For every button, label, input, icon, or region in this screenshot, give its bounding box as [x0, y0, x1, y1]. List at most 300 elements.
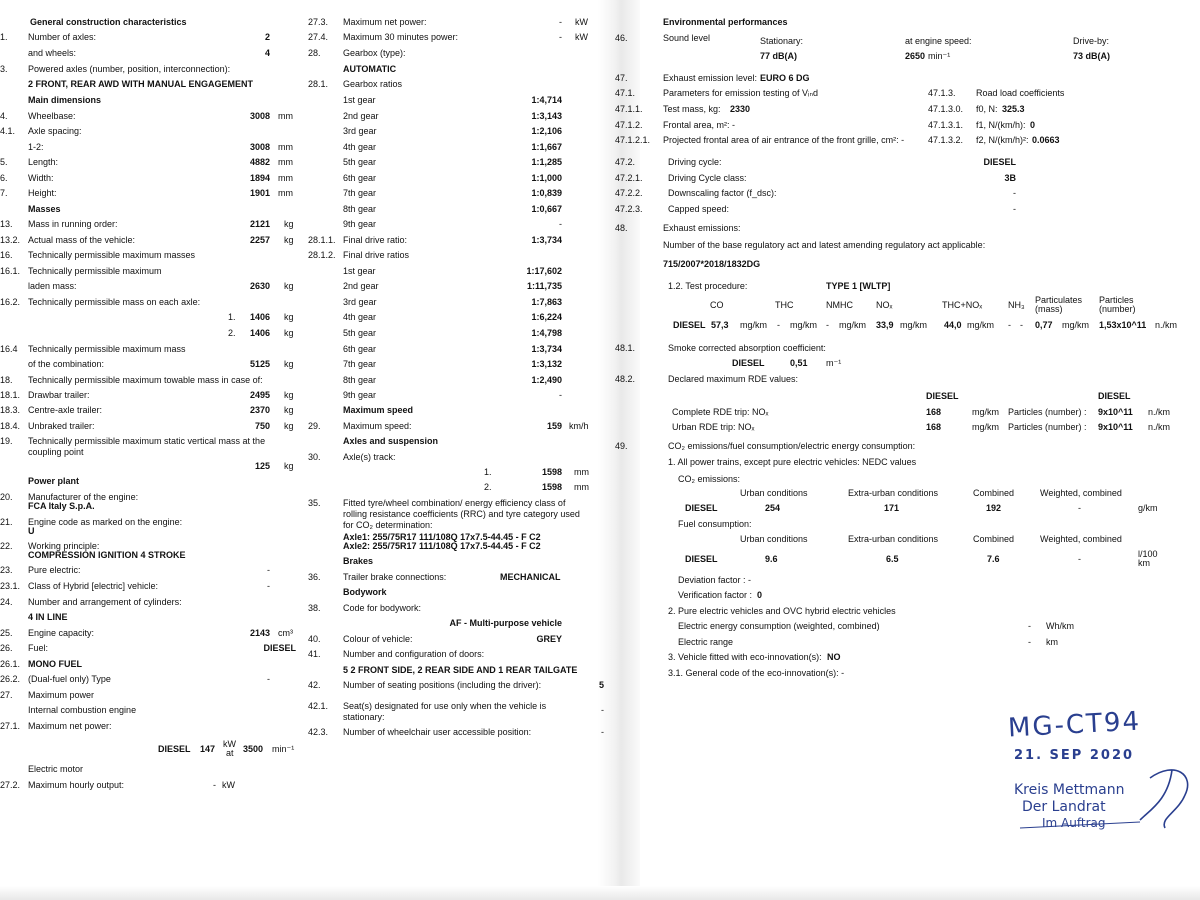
doc-text: Axle1: 255/75R17 111/108Q 17x7.5-44.45 - F C2 — [343, 532, 541, 542]
doc-text: mm — [278, 111, 293, 121]
doc-text: Particles (number) : — [1008, 422, 1087, 432]
doc-text: 2 — [264, 32, 270, 42]
doc-text: 29. — [308, 421, 321, 431]
doc-text: Maximum net power: — [343, 17, 427, 27]
doc-text: Combined — [973, 534, 1015, 544]
doc-text: 33,9 — [876, 320, 894, 330]
doc-text: 47.1.1. — [615, 104, 643, 114]
doc-text: 5th gear — [343, 157, 377, 167]
doc-text: (number) — [1099, 304, 1136, 314]
doc-text: THC — [775, 300, 794, 310]
doc-text: Internal combustion engine — [28, 705, 137, 715]
doc-text: 46. — [615, 33, 628, 43]
doc-text: Electric motor — [28, 764, 84, 774]
doc-text: mm — [574, 482, 589, 492]
doc-text: mg/km — [900, 320, 927, 330]
doc-text: - — [267, 565, 270, 575]
doc-text: DIESEL — [158, 744, 191, 754]
doc-text: (Dual-fuel only) Type — [28, 674, 111, 684]
doc-text: 8th gear — [343, 204, 377, 214]
doc-text: 42.3. — [308, 727, 329, 737]
doc-text: m⁻¹ — [826, 358, 842, 368]
doc-text: Smoke corrected absorption coefficient: — [668, 343, 826, 353]
doc-text: Technically permissible maximum towable mass in case of: — [28, 375, 263, 385]
doc-text: 1406 — [249, 328, 270, 338]
doc-text: 47.2.2. — [615, 188, 643, 198]
doc-text: Colour of vehicle: — [343, 634, 413, 644]
doc-text: mg/km — [790, 320, 817, 330]
bottom-shadow — [0, 886, 1200, 900]
doc-text: Parameters for emission testing of Vᵢₙd — [663, 88, 819, 98]
doc-text: 3008 — [249, 142, 270, 152]
doc-text: n./km — [1148, 422, 1171, 432]
doc-text: 3rd gear — [343, 297, 377, 307]
doc-text: 3rd gear — [343, 126, 377, 136]
doc-text: of the combination: — [28, 359, 105, 369]
doc-text: 1:1,285 — [531, 157, 562, 167]
doc-text: - — [1020, 320, 1023, 330]
doc-text: 1406 — [249, 312, 270, 322]
doc-text: 168 — [926, 407, 942, 417]
doc-text: 1:3,143 — [531, 111, 562, 121]
doc-text: 49. — [615, 441, 628, 451]
doc-text: kg — [284, 281, 294, 291]
doc-text: Number of wheelchair user accessible position: — [343, 727, 532, 737]
doc-text: - — [213, 780, 216, 790]
doc-text: Gearbox (type): — [343, 48, 406, 58]
doc-text: 27. — [0, 690, 13, 700]
doc-text: 6. — [0, 173, 8, 183]
doc-text: Code for bodywork: — [343, 603, 422, 613]
doc-text: Weighted, combined — [1040, 488, 1122, 498]
doc-text: 6th gear — [343, 173, 377, 183]
doc-text: l/100 — [1138, 549, 1158, 559]
doc-text: - — [559, 390, 562, 400]
doc-text: kg — [284, 328, 294, 338]
doc-text: Engine capacity: — [28, 628, 95, 638]
doc-text: 1:17,602 — [526, 266, 562, 276]
doc-text: NO — [827, 652, 841, 662]
doc-text: - — [1078, 554, 1081, 564]
doc-text: Capped speed: — [668, 204, 730, 214]
stamp-authority: Kreis Mettmann — [1014, 782, 1125, 798]
doc-text: - — [559, 32, 562, 42]
doc-text: 26. — [0, 643, 13, 653]
doc-text: AUTOMATIC — [343, 64, 397, 74]
doc-text: 13. — [0, 219, 13, 229]
doc-text: f1, N/(km/h): — [976, 120, 1026, 130]
doc-text: DIESEL — [983, 157, 1016, 167]
doc-text: MECHANICAL — [500, 572, 561, 582]
doc-text: U — [28, 526, 35, 536]
doc-text: Masses — [28, 204, 61, 214]
doc-text: Technically permissible maximum static vertical mass at the coupling point — [28, 436, 266, 457]
doc-text: Maximum speed — [343, 405, 414, 415]
doc-text: 1:11,735 — [526, 281, 562, 291]
doc-text: 0 — [757, 590, 763, 600]
doc-text: 28.1.1. — [308, 235, 336, 245]
doc-text: 1. — [228, 312, 236, 322]
doc-text: 47.1.3.0. — [928, 104, 964, 114]
doc-text: 147 — [200, 744, 216, 754]
doc-text: n./km — [1155, 320, 1178, 330]
doc-text: 1:7,863 — [531, 297, 562, 307]
doc-text: 18.1. — [0, 390, 21, 400]
doc-text: 4. — [0, 111, 8, 121]
doc-text: Driving Cycle class: — [668, 173, 747, 183]
doc-text: Number of the base regulatory act and latest amending regulatory act applicable: — [663, 240, 986, 250]
doc-text: 1:0,839 — [531, 188, 562, 198]
doc-text: 16.1. — [0, 266, 21, 276]
doc-text: 4 IN LINE — [28, 612, 68, 622]
doc-text: Powered axles (number, position, interconnection): — [28, 64, 231, 74]
doc-text: 1598 — [541, 482, 562, 492]
doc-text: 73 dB(A) — [1073, 51, 1111, 61]
doc-text: 5 2 FRONT SIDE, 2 REAR SIDE AND 1 REAR TAILGATE — [343, 665, 578, 675]
doc-text: 5 — [598, 680, 604, 690]
doc-text: FCA Italy S.p.A. — [28, 501, 95, 511]
doc-text: 28. — [308, 48, 321, 58]
doc-text: 1st gear — [343, 95, 376, 105]
stamp-official: Der Landrat — [1022, 799, 1106, 815]
doc-text: 41. — [308, 649, 321, 659]
doc-text: 1:2,490 — [531, 375, 562, 385]
doc-text: at engine speed: — [905, 36, 972, 46]
doc-text: 30. — [308, 452, 321, 462]
doc-text: 254 — [765, 503, 781, 513]
doc-text: Maximum speed: — [343, 421, 412, 431]
doc-text: NH₃ — [1008, 300, 1025, 310]
doc-text: GREY — [536, 634, 562, 644]
doc-text: 28.1. — [308, 79, 329, 89]
doc-text: Unbraked trailer: — [28, 421, 95, 431]
doc-text: Axle2: 255/75R17 111/108Q 17x7.5-44.45 - F C2 — [343, 541, 541, 551]
doc-text: Length: — [28, 157, 59, 167]
doc-text: 2. — [484, 482, 492, 492]
doc-text: min⁻¹ — [272, 744, 295, 754]
doc-text: laden mass: — [28, 281, 77, 291]
doc-text: Maximum 30 minutes power: — [343, 32, 459, 42]
doc-text: Verification factor : — [678, 590, 753, 600]
doc-text: Projected frontal area of air entrance of the front grille, cm²: - — [663, 135, 905, 145]
doc-text: km — [1046, 637, 1058, 647]
doc-text: 2. Pure electric vehicles and OVC hybrid electric vehicles — [668, 606, 896, 616]
doc-text: Fuel consumption: — [678, 519, 752, 529]
doc-text: 7th gear — [343, 359, 377, 369]
doc-text: 77 dB(A) — [760, 51, 798, 61]
doc-text: mm — [278, 173, 293, 183]
doc-text: MONO FUEL — [28, 659, 82, 669]
doc-text: at — [226, 748, 234, 758]
doc-text: THC+NOₓ — [942, 300, 983, 310]
doc-text: Deviation factor : - — [678, 575, 752, 585]
stamp-plate: MG-CT94 — [1007, 706, 1142, 744]
doc-text: Engine code as marked on the engine: — [28, 517, 183, 527]
doc-text: Urban conditions — [740, 488, 808, 498]
doc-text: 7. — [0, 188, 8, 198]
doc-text: - — [1028, 637, 1031, 647]
doc-text: 2nd gear — [343, 111, 379, 121]
doc-text: kg — [284, 312, 294, 322]
doc-text: 40. — [308, 634, 321, 644]
doc-text: 5125 — [249, 359, 270, 369]
doc-text: mm — [574, 467, 589, 477]
doc-text: 2630 — [249, 281, 270, 291]
doc-text: 27.3. — [308, 17, 329, 27]
doc-text: 1.2. Test procedure: — [668, 281, 748, 291]
stamp-mandate: Im Auftrag — [1042, 816, 1106, 830]
doc-text: Final drive ratios — [343, 250, 410, 260]
doc-text: 1:4,714 — [531, 95, 562, 105]
doc-text: Technically permissible mass on each axle: — [28, 297, 201, 307]
doc-text: 47.1.3. — [928, 88, 956, 98]
doc-text: Gearbox ratios — [343, 79, 403, 89]
doc-text: 2330 — [730, 104, 751, 114]
doc-text: Frontal area, m²: - — [663, 120, 736, 130]
doc-text: Combined — [973, 488, 1015, 498]
doc-text: 47.1. — [615, 88, 636, 98]
doc-text: Particles (number) : — [1008, 407, 1087, 417]
doc-text: mm — [278, 157, 293, 167]
doc-text: 715/2007*2018/1832DG — [663, 259, 761, 269]
doc-text: kW — [223, 739, 236, 749]
doc-text: mg/km — [967, 320, 994, 330]
doc-text: TYPE 1 [WLTP] — [826, 281, 891, 291]
doc-text: 1:1,000 — [531, 173, 562, 183]
doc-text: 4 — [264, 48, 270, 58]
doc-text: Electric range — [678, 637, 734, 647]
doc-text: DIESEL — [685, 554, 718, 564]
doc-text: 0.0663 — [1032, 135, 1060, 145]
doc-text: Maximum net power: — [28, 721, 112, 731]
doc-text: Trailer brake connections: — [343, 572, 447, 582]
doc-text: 36. — [308, 572, 321, 582]
doc-text: kg — [284, 359, 294, 369]
doc-text: Actual mass of the vehicle: — [28, 235, 136, 245]
doc-text: 42. — [308, 680, 321, 690]
doc-text: kg — [284, 405, 294, 415]
doc-text: - — [1028, 621, 1031, 631]
doc-text: Sound level — [663, 33, 711, 43]
doc-text: 44,0 — [944, 320, 962, 330]
doc-text: Number of seating positions (including the driver): — [343, 680, 542, 690]
doc-text: 3B — [1004, 173, 1016, 183]
doc-text: Power plant — [28, 476, 80, 486]
doc-text: 5th gear — [343, 328, 377, 338]
doc-text: Maximum hourly output: — [28, 780, 125, 790]
doc-text: 1598 — [541, 467, 562, 477]
doc-text: 1:6,224 — [531, 312, 562, 322]
doc-text: 2121 — [249, 219, 270, 229]
doc-text: Number and arrangement of cylinders: — [28, 597, 182, 607]
doc-text: f0, N: — [976, 104, 998, 114]
doc-text: 7.6 — [987, 554, 1000, 564]
doc-text: Exhaust emissions: — [663, 223, 741, 233]
doc-text: 18.4. — [0, 421, 21, 431]
doc-text: 1st gear — [343, 266, 376, 276]
doc-text: kg — [284, 219, 294, 229]
doc-text: Maximum power — [28, 690, 95, 700]
doc-text: - — [1008, 320, 1011, 330]
doc-text: 1-2: — [28, 142, 44, 152]
doc-text: 19. — [0, 436, 13, 446]
doc-text: 7th gear — [343, 188, 377, 198]
doc-text: 1:1,667 — [531, 142, 562, 152]
doc-text: 3.1. General code of the eco-innovation(s): - — [668, 668, 845, 678]
doc-text: 16.2. — [0, 297, 21, 307]
doc-text: Width: — [28, 173, 54, 183]
doc-text: Class of Hybrid [electric] vehicle: — [28, 581, 159, 591]
doc-text: kg — [284, 390, 294, 400]
doc-text: 47.2.1. — [615, 173, 643, 183]
doc-text: - — [601, 727, 604, 737]
doc-text: General construction characteristics — [30, 17, 187, 27]
doc-text: DIESEL — [673, 320, 706, 330]
doc-text: 6.5 — [886, 554, 899, 564]
doc-text: Final drive ratio: — [343, 235, 408, 245]
doc-text: 38. — [308, 603, 321, 613]
doc-text: kW — [222, 780, 235, 790]
doc-text: 6th gear — [343, 344, 377, 354]
doc-text: - — [601, 705, 604, 715]
doc-text: 25. — [0, 628, 13, 638]
doc-text: kW — [575, 32, 588, 42]
doc-text: DIESEL — [732, 358, 765, 368]
doc-text: 35. — [308, 498, 321, 508]
doc-text: 171 — [884, 503, 900, 513]
doc-text: mg/km — [740, 320, 767, 330]
doc-text: 325.3 — [1002, 104, 1025, 114]
doc-text: Particles — [1099, 295, 1134, 305]
doc-text: DIESEL — [926, 391, 959, 401]
doc-text: Extra-urban conditions — [848, 488, 939, 498]
doc-text: 168 — [926, 422, 942, 432]
doc-text: mm — [278, 142, 293, 152]
doc-text: 3500 — [243, 744, 264, 754]
doc-text: 47.1.3.1. — [928, 120, 964, 130]
doc-text: 159 — [546, 421, 562, 431]
doc-text: Number and configuration of doors: — [343, 649, 485, 659]
doc-text: Declared maximum RDE values: — [668, 374, 799, 384]
doc-text: min⁻¹ — [928, 51, 951, 61]
doc-text: Wheelbase: — [28, 111, 76, 121]
doc-text: mg/km — [972, 422, 999, 432]
doc-text: Pure electric: — [28, 565, 81, 575]
doc-text: 57,3 — [711, 320, 729, 330]
doc-text: kg — [284, 235, 294, 245]
doc-text: DIESEL — [1098, 391, 1131, 401]
doc-text: 1:4,798 — [531, 328, 562, 338]
doc-text: 48.2. — [615, 374, 636, 384]
doc-text: Centre-axle trailer: — [28, 405, 103, 415]
doc-text: Technically permissible maximum — [28, 266, 162, 276]
doc-text: 18. — [0, 375, 13, 385]
doc-text: 9x10^11 — [1098, 422, 1133, 432]
doc-text: 28.1.2. — [308, 250, 336, 260]
doc-text: 27.4. — [308, 32, 329, 42]
doc-text: Urban RDE trip: NOₓ — [672, 422, 755, 432]
doc-text: Mass in running order: — [28, 219, 118, 229]
doc-text: (mass) — [1035, 304, 1063, 314]
doc-text: 2nd gear — [343, 281, 379, 291]
doc-text: 21. — [0, 517, 13, 527]
doc-text: n./km — [1148, 407, 1171, 417]
doc-text: 16.4 — [0, 344, 18, 354]
doc-text: - — [1013, 204, 1016, 214]
doc-text: Downscaling factor (f_dsc): — [668, 188, 777, 198]
doc-text: 2143 — [249, 628, 270, 638]
doc-text: 1:3,734 — [531, 235, 562, 245]
doc-text: 2. — [228, 328, 236, 338]
doc-text: CO₂ emissions: — [678, 474, 741, 484]
doc-text: 4th gear — [343, 142, 377, 152]
doc-text: NOₓ — [876, 300, 893, 310]
doc-text: Drive-by: — [1073, 36, 1110, 46]
doc-text: Exhaust emission level: — [663, 73, 758, 83]
doc-text: km — [1138, 558, 1150, 568]
doc-text: Test mass, kg: — [663, 104, 721, 114]
doc-text: DIESEL — [263, 643, 296, 653]
doc-text: mg/km — [839, 320, 866, 330]
doc-text: DIESEL — [685, 503, 718, 513]
doc-text: Fuel: — [28, 643, 49, 653]
doc-text: cm³ — [278, 628, 293, 638]
doc-text: mg/km — [972, 407, 999, 417]
doc-text: Technically permissible maximum masses — [28, 250, 196, 260]
doc-text: 26.2. — [0, 674, 21, 684]
doc-text: - — [826, 320, 829, 330]
doc-text: 27.2. — [0, 780, 21, 790]
doc-text: Working principle: — [28, 541, 100, 551]
doc-text: 48. — [615, 223, 628, 233]
doc-text: kg — [284, 421, 294, 431]
doc-text: Driving cycle: — [668, 157, 722, 167]
doc-text: 3008 — [249, 111, 270, 121]
doc-text: mg/km — [1062, 320, 1089, 330]
doc-text: 1:3,734 — [531, 344, 562, 354]
stamp-date: 21. SEP 2020 — [1014, 748, 1135, 763]
doc-text: Fitted tyre/wheel combination/ energy efficiency class of rolling resistance coefficients (RRC) and tyre category used for CO₂ determination: — [343, 498, 580, 530]
doc-text: Seat(s) designated for use only when the vehicle is stationary: — [343, 701, 547, 722]
doc-text: Brakes — [343, 556, 374, 566]
doc-text: Main dimensions — [28, 95, 102, 105]
doc-text: g/km — [1138, 503, 1158, 513]
doc-text: 47.1.2. — [615, 120, 643, 130]
registration-stamp — [1000, 700, 1200, 840]
doc-text: Axle spacing: — [28, 126, 82, 136]
doc-text: and wheels: — [28, 48, 77, 58]
doc-text: 2257 — [249, 235, 270, 245]
doc-text: 9x10^11 — [1098, 407, 1133, 417]
doc-text: 5. — [0, 157, 8, 167]
doc-text: - — [1078, 503, 1081, 513]
doc-text: 9.6 — [765, 554, 778, 564]
doc-text: 3. — [0, 64, 8, 74]
doc-text: 4882 — [249, 157, 270, 167]
doc-text: Axle(s) track: — [343, 452, 396, 462]
doc-text: 13.2. — [0, 235, 21, 245]
doc-text: 4.1. — [0, 126, 16, 136]
doc-text: 1,53x10^11 — [1099, 320, 1147, 330]
doc-text: Manufacturer of the engine: — [28, 492, 139, 502]
doc-text: Extra-urban conditions — [848, 534, 939, 544]
doc-text: 20. — [0, 492, 13, 502]
doc-text: 1. All power trains, except pure electric vehicles: NEDC values — [668, 457, 917, 467]
doc-text: 0,77 — [1035, 320, 1053, 330]
doc-text: - — [559, 17, 562, 27]
doc-text: 750 — [254, 421, 270, 431]
doc-text: Height: — [28, 188, 57, 198]
